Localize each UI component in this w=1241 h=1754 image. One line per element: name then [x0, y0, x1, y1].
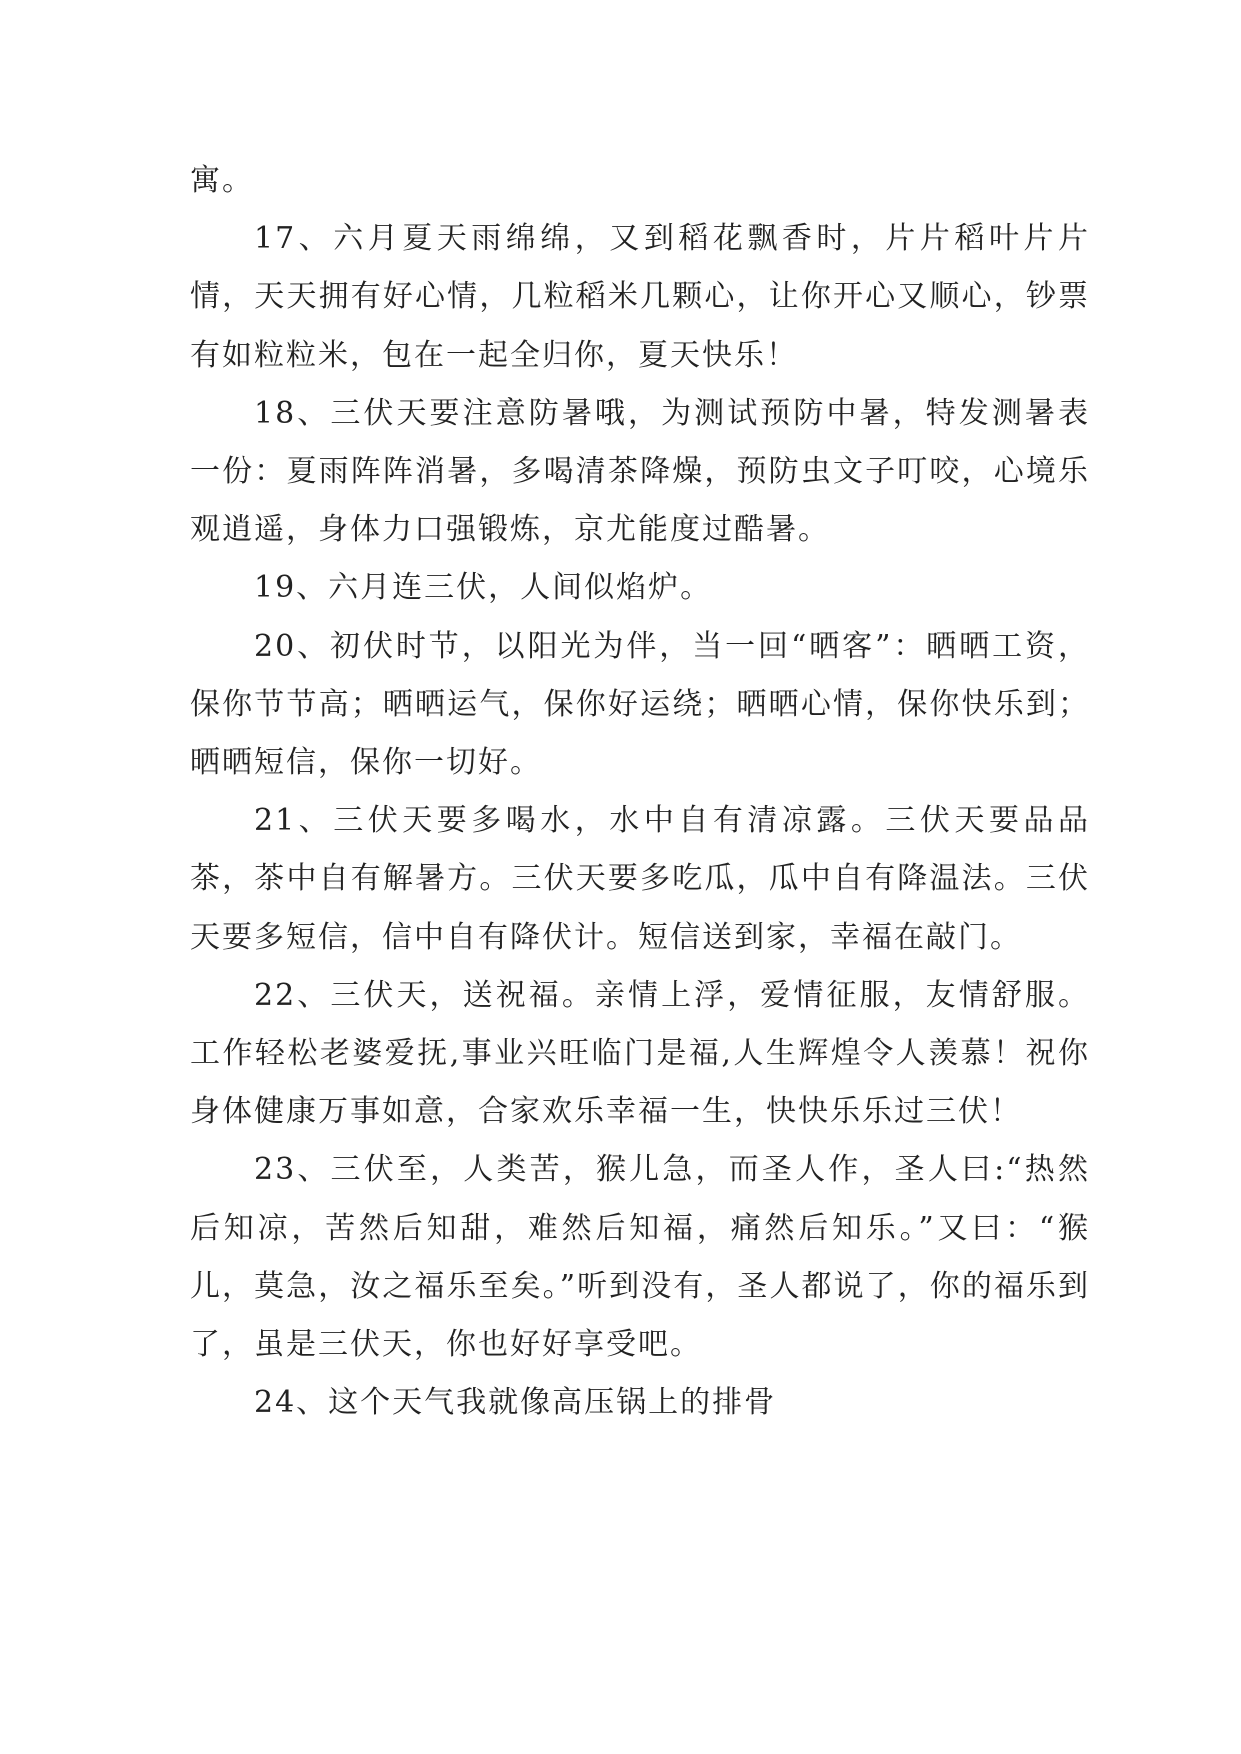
paragraph-24: 24、这个天气我就像高压锅上的排骨 [254, 1385, 777, 1421]
paragraph-19: 19、六月连三伏，人间似焰炉。 [254, 570, 713, 606]
paragraph-17: 17、六月夏天雨绵绵，又到稻花飘香时，片片稻叶片片情，天天拥有好心情，几粒稻米几颗心，让你开心又顺心，钞票有如粒粒米，包在一起全归你，夏天快乐！ [190, 221, 1090, 373]
paragraph-23: 23、三伏至，人类苦，猴儿急，而圣人作，圣人曰:“热然后知凉，苦然后知甜，难然后知福，痛然后知乐。”又曰：“猴儿，莫急，汝之福乐至矣。”听到没有，圣人都说了，你的福乐到了，虽是三伏天，你也好好享受吧。 [190, 1152, 1090, 1363]
paragraph-22: 22、三伏天，送祝福。亲情上浮，爱情征服，友情舒服。工作轻松老婆爱抚,事业兴旺临门是福,人生辉煌令人羡慕！祝你身体健康万事如意，合家欢乐幸福一生，快快乐乐过三伏！ [190, 977, 1090, 1130]
document-body [190, 152, 1090, 1432]
paragraph-18: 18、三伏天要注意防暑哦，为测试预防中暑，特发测暑表一份：夏雨阵阵消暑，多喝清茶降燥，预防虫文子叮咬，心境乐观逍遥，身体力口强锻炼，京尤能度过酷暑。 [190, 395, 1090, 548]
paragraph-21: 21、三伏天要多喝水，水中自有清凉露。三伏天要品品茶，茶中自有解暑方。三伏天要多吃瓜，瓜中自有降温法。三伏天要多短信，信中自有降伏计。短信送到家，幸福在敲门。 [190, 803, 1090, 955]
paragraph-continuation: 寓。 [190, 163, 254, 198]
paragraph-20: 20、初伏时节，以阳光为伴，当一回“晒客”：晒晒工资，保你节节高；晒晒运气，保你好运绕；晒晒心情，保你快乐到；晒晒短信，保你一切好。 [190, 628, 1090, 781]
